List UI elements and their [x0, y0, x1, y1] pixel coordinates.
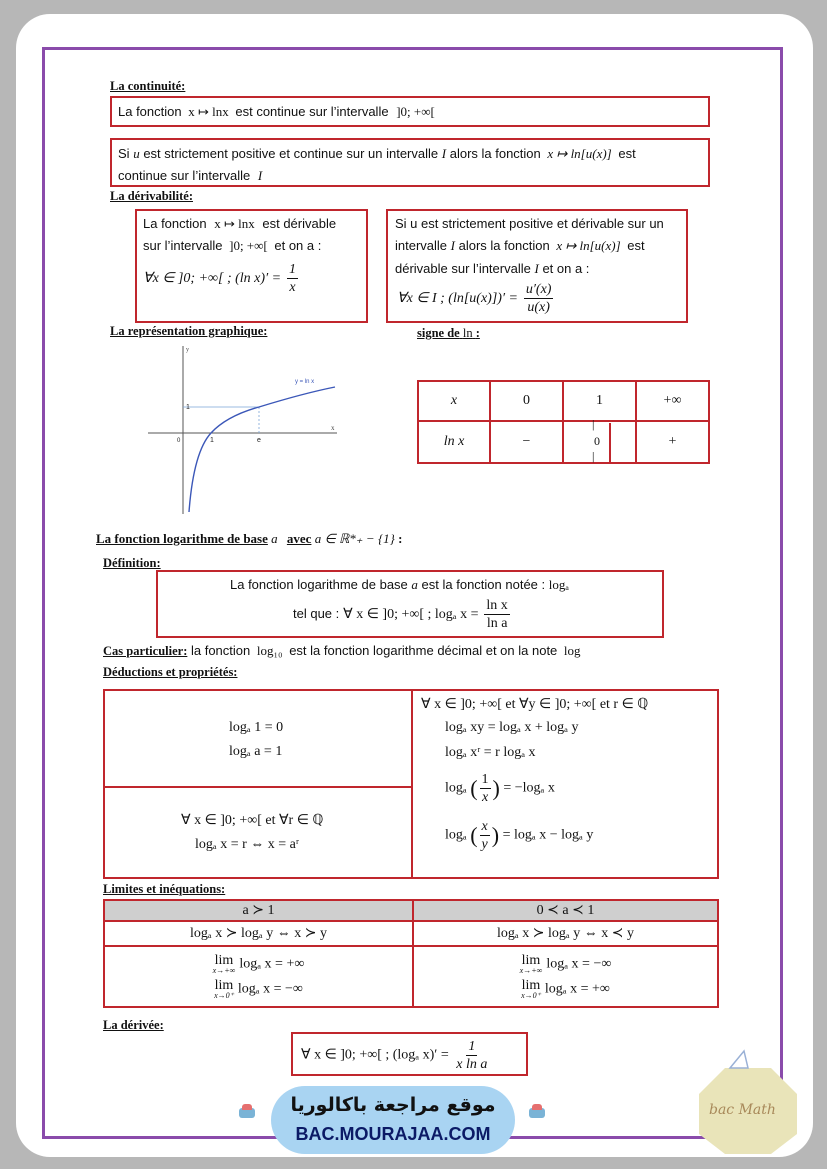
continuity-sentence-1: La fonction x ↦ lnx est continue sur l’intervalle ]0; +∞[ — [118, 104, 435, 119]
footer-arabic-title: موقع مراجعة باكالوريا — [290, 1094, 496, 1116]
limit-left-zero: lim x→0⁺ logₐ x = −∞ — [214, 977, 303, 1000]
derivability-ln-line2: sur l’intervalle ]0; +∞[ et on a : — [143, 238, 322, 253]
section-title-derivabilite: La dérivabilité: — [110, 189, 193, 203]
ln-graph — [145, 342, 340, 517]
properties-condition: ∀ x ∈ ]0; +∞[ et ∀y ∈ ]0; +∞[ et r ∈ ℚ — [421, 697, 649, 712]
curve-label: y = ln x — [295, 379, 315, 385]
sign-table-split — [609, 423, 611, 463]
inequality-a-gt-1: logₐ x ≻ logₐ y ⇔ x ≻ y — [104, 921, 413, 946]
section-title-signe: signe de ln : — [417, 326, 480, 340]
deductions-equivalence-condition: ∀ x ∈ ]0; +∞[ et ∀r ∈ ℚ — [181, 813, 324, 828]
sign-zero-bar-bottom: | — [592, 449, 595, 463]
definition-line1: La fonction logarithme de base a est la fonction notée : logₐ — [230, 577, 569, 592]
continuity-box-2 — [110, 138, 710, 187]
badge-tip-icon — [730, 1051, 748, 1068]
deductions-vertical-divider — [411, 691, 413, 877]
footer-banner[interactable] — [271, 1086, 515, 1154]
section-title-deductions: Déductions et propriétés: — [103, 665, 238, 679]
continuity-sentence-2a: Si u est strictement positive et continue sur un intervalle I alors la fonction x ↦ ln[u(x)] est — [118, 146, 636, 161]
sign-row-label: ln x — [418, 421, 490, 463]
section-title-limites: Limites et inéquations: — [103, 882, 226, 896]
section-title-representation: La représentation graphique: — [110, 324, 268, 338]
tick-1-x: 1 — [210, 437, 214, 444]
property-inverse: logₐ ( $\frac{1}{x}$ ) = −logₐ x — [445, 772, 555, 805]
sign-header-inf: +∞ — [636, 381, 709, 421]
sign-header-0: 0 — [490, 381, 563, 421]
ln-curve — [189, 387, 335, 512]
derivability-box-ln — [135, 209, 368, 323]
derivability-box-composite — [386, 209, 688, 323]
limits-header-a-gt-1: a ≻ 1 — [104, 900, 413, 921]
section-title-base: La fonction logarithme de base a avec a ∈ ℝ*₊ − {1} : — [96, 531, 403, 546]
derivative-box — [291, 1032, 528, 1076]
y-axis-label: y — [186, 347, 189, 353]
x-axis-label: x — [331, 424, 335, 432]
badge-text: bac Math — [709, 1102, 776, 1118]
definition-line2: tel que : ∀ x ∈ ]0; +∞[ ; logₐ x = $\frac{\text{ln x}}{\text{ln a}}$ — [293, 598, 508, 631]
footer-logo-left — [230, 1098, 264, 1132]
origin-label: 0 — [177, 438, 181, 444]
limits-table — [103, 899, 719, 1008]
derivability-ln-formula: ∀x ∈ ]0; +∞[ ; (ln x)′ = $\frac{1}{x}$ — [143, 262, 296, 295]
limit-right-zero: lim x→0⁺ logₐ x = +∞ — [521, 977, 610, 1000]
continuity-box-1 — [110, 96, 710, 127]
derivability-ln-line1: La fonction x ↦ lnx est dérivable — [143, 216, 337, 231]
limits-a-lt-1 — [413, 946, 718, 1007]
inequality-a-lt-1: logₐ x ≻ logₐ y ⇔ x ≺ y — [413, 921, 718, 946]
deductions-horizontal-divider — [105, 786, 411, 788]
sign-value-zero: 0 — [594, 434, 600, 448]
deductions-basic-values — [229, 716, 283, 764]
property-product: logₐ xy = logₐ x + logₐ y — [445, 720, 579, 735]
derivative-formula: ∀ x ∈ ]0; +∞[ ; (logₐ x)′ = $\frac{1}{\text{x ln a}}$ — [301, 1039, 488, 1072]
property-quotient: logₐ ( $\frac{x}{y}$ ) = logₐ x − logₐ y — [445, 819, 594, 852]
property-power: logₐ xʳ = r logₐ x — [445, 745, 536, 760]
section-title-definition: Définition: — [103, 556, 161, 570]
sign-table — [417, 380, 710, 464]
section-title-continuite: La continuité: — [110, 79, 186, 93]
bacmath-badge — [693, 1046, 803, 1156]
continuity-sentence-2b: continue sur l’intervalle I — [118, 168, 263, 183]
deductions-equivalence: logₐ x = r ⇔ x = aʳ — [195, 837, 299, 852]
log-a-1: logₐ 1 = 0 — [229, 720, 284, 735]
sign-header-1: 1 — [563, 381, 636, 421]
book-top-icon — [242, 1104, 252, 1110]
footer-logo-right — [520, 1098, 554, 1132]
limit-left-inf: lim x→+∞ logₐ x = +∞ — [212, 952, 305, 975]
deductions-table — [103, 689, 719, 879]
limits-header-a-lt-1: 0 ≺ a ≺ 1 — [413, 900, 718, 921]
sign-header-x: x — [418, 381, 490, 421]
sign-value-positive: + — [636, 421, 709, 463]
limits-a-gt-1 — [104, 946, 413, 1007]
sign-value-zero-cell — [563, 417, 636, 463]
log-a-a: logₐ a = 1 — [229, 744, 283, 759]
tick-e: e — [257, 437, 261, 444]
sign-value-negative: − — [490, 421, 563, 463]
footer-site-link[interactable]: BAC.MOURAJAA.COM — [295, 1124, 491, 1144]
derivability-u-line1: Si u est strictement positive et dérivable sur un — [395, 216, 664, 231]
tick-1-y: 1 — [186, 404, 190, 411]
derivability-u-line2: intervalle I alors la fonction x ↦ ln[u(x)] est — [395, 238, 645, 253]
limit-right-inf: lim x→+∞ logₐ x = −∞ — [519, 952, 612, 975]
book-top-icon — [532, 1104, 542, 1110]
derivability-u-formula: ∀x ∈ I ; (ln[u(x)])′ = $\frac{u'(x)}{u(x)}$ — [397, 282, 552, 315]
sign-zero-bar-top: | — [592, 417, 595, 431]
section-title-derivee: La dérivée: — [103, 1018, 164, 1032]
derivability-u-line3: dérivable sur l’intervalle I et on a : — [395, 261, 590, 276]
cas-particulier-line: Cas particulier: la fonction log₁₀ est la fonction logarithme décimal et on la note log — [103, 643, 581, 658]
definition-box — [156, 570, 664, 638]
